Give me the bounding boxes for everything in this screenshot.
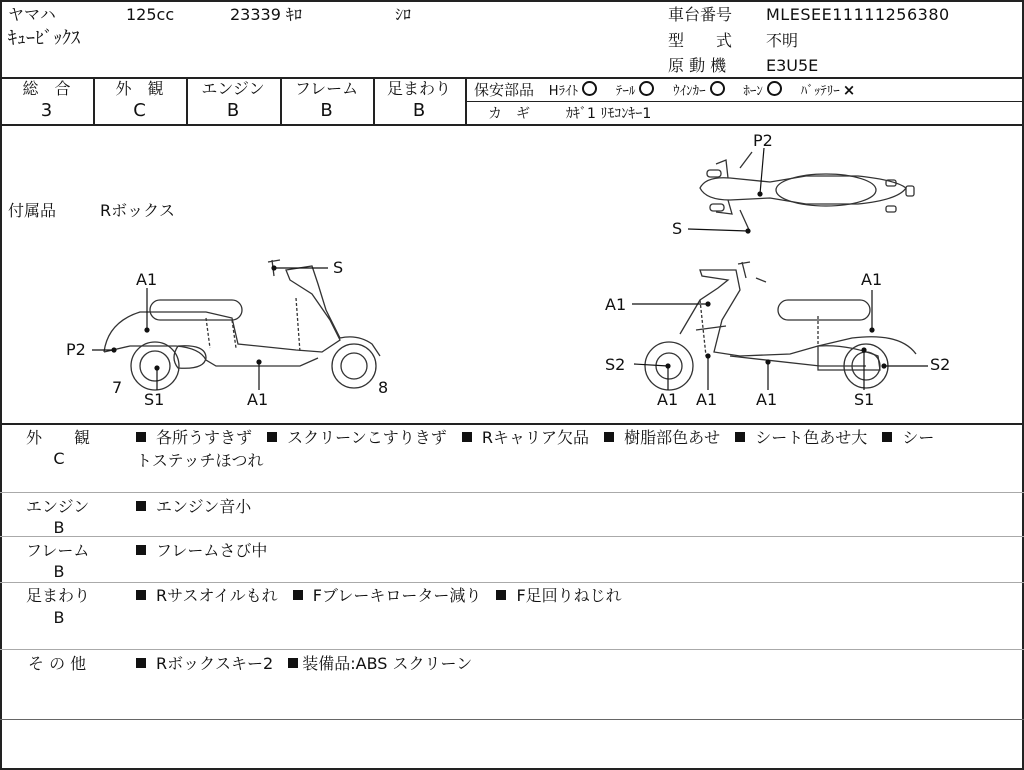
notes-exterior-items: [136, 427, 934, 449]
bullet-icon: [462, 432, 472, 442]
bullet-icon: [293, 590, 303, 600]
left-label-s1: S1: [144, 390, 165, 409]
bullet-icon: [496, 590, 506, 600]
winker-label: ｳｲﾝｶｰ: [673, 84, 706, 99]
vin-value: MLESEE11111256380: [766, 5, 950, 24]
engine-grade: B: [226, 100, 240, 121]
suspension-label: 足まわり: [386, 79, 451, 98]
top-label-s: S: [672, 219, 683, 238]
scooter-top-view: [700, 152, 914, 232]
model-name: ｷｭｰﾋﾞｯｸｽ: [8, 28, 80, 49]
notes-engine-grade: B: [53, 518, 65, 537]
engine-code-label: 原 動 機: [668, 56, 727, 75]
other-item: 装備品:ABS スクリーン: [302, 654, 473, 673]
type-label: 型 式: [668, 31, 733, 50]
exterior-item: 各所うすきず: [156, 428, 253, 447]
tail-label: ﾃｰﾙ: [615, 84, 636, 99]
bullet-icon: [136, 501, 146, 511]
notes-exterior-label: 外 観: [26, 428, 91, 447]
right-label-a1-top-right: A1: [861, 270, 883, 289]
bullet-icon: [735, 432, 745, 442]
right-label-s2-left: S2: [605, 355, 626, 374]
key-label: カ ギ: [488, 106, 530, 122]
headlight-ok-icon: [582, 81, 597, 96]
exterior-item: Rキャリア欠品: [481, 428, 590, 447]
right-label-a1-top-left: A1: [605, 295, 627, 314]
divider-notes-5: [0, 719, 1024, 720]
winker-ok-icon: [710, 81, 725, 96]
bullet-icon: [882, 432, 892, 442]
notes-suspension-items: [136, 585, 622, 607]
bullet-icon: [267, 432, 277, 442]
tail-ok-icon: [639, 81, 654, 96]
right-label-a1-bottom-2: A1: [696, 390, 718, 409]
divider-notes-3: [0, 582, 1024, 583]
exterior-item: シート色あせ大: [755, 428, 868, 447]
left-label-8: 8: [378, 378, 389, 397]
bullet-icon: [604, 432, 614, 442]
notes-suspension-label: 足まわり: [26, 586, 91, 605]
type-value: 不明: [766, 31, 799, 50]
divider-notes-1: [0, 492, 1024, 493]
key-value: ｶｷﾞ1 ﾘﾓｺﾝｷｰ1: [566, 106, 652, 122]
vin-label: 車台番号: [668, 5, 733, 24]
right-label-a1-bottom-1: A1: [657, 390, 679, 409]
left-label-p2: P2: [66, 340, 86, 359]
suspension-item: Rサスオイルもれ: [156, 586, 278, 605]
safety-label: 保安部品: [474, 81, 535, 99]
top-label-p2: P2: [753, 131, 773, 150]
headlight-label: Hﾗｲﾄ: [548, 84, 579, 99]
accessories-value: Rボックス: [100, 201, 175, 220]
notes-frame-grade: B: [53, 562, 65, 581]
notes-exterior-grade: C: [53, 449, 65, 468]
bullet-icon: [136, 545, 146, 555]
displacement: 125cc: [126, 5, 175, 24]
bullet-icon: [288, 658, 298, 668]
body-color: ｼﾛ: [395, 5, 412, 24]
other-item: Rボックスキー2: [156, 654, 274, 673]
divider-notes-4: [0, 649, 1024, 650]
exterior-label: 外 観: [115, 79, 164, 98]
frame-item: フレームさび中: [156, 541, 268, 560]
suspension-item: F足回りねじれ: [516, 586, 622, 605]
overall-label: 総 合: [22, 79, 71, 98]
bullet-icon: [136, 432, 146, 442]
notes-other-label: そ の 他: [28, 654, 87, 673]
exterior-grade: C: [133, 100, 146, 121]
notes-frame-items: [136, 540, 267, 562]
notes-frame-label: フレーム: [26, 541, 90, 560]
right-label-s1: S1: [854, 390, 875, 409]
horn-ok-icon: [767, 81, 782, 96]
right-label-a1-bottom-3: A1: [756, 390, 778, 409]
engine-item: エンジン音小: [156, 497, 252, 516]
engine-grade-label: エンジン: [201, 79, 265, 98]
divider-grade-5: [465, 78, 467, 125]
bullet-icon: [136, 658, 146, 668]
left-label-a1-bottom: A1: [247, 390, 269, 409]
exterior-item: 樹脂部色あせ: [624, 428, 721, 447]
mileage: 23339 ｷﾛ: [230, 5, 302, 24]
notes-suspension-grade: B: [53, 608, 65, 627]
exterior-item: シー: [902, 428, 935, 447]
engine-code-value: E3U5E: [766, 56, 819, 75]
safety-parts-row: [474, 80, 855, 102]
bullet-icon: [136, 590, 146, 600]
horn-label: ﾎｰﾝ: [743, 84, 763, 99]
notes-other-items: [136, 653, 472, 675]
right-label-s2-right: S2: [930, 355, 951, 374]
frame-label: フレーム: [294, 79, 359, 98]
maker-name: ヤマハ: [8, 5, 56, 24]
divider-notes-2: [0, 536, 1024, 537]
notes-exterior-line2: トステッチほつれ: [136, 451, 264, 470]
notes-engine-items: [136, 496, 251, 518]
left-label-a1-top: A1: [136, 270, 158, 289]
frame-grade: B: [320, 100, 333, 121]
battery-label: ﾊﾞｯﾃﾘｰ: [800, 84, 840, 99]
left-label-s: S: [333, 258, 344, 277]
left-label-7: 7: [112, 378, 123, 397]
battery-ng-icon: ×: [842, 81, 856, 99]
suspension-item: Fブレーキローター減り: [312, 586, 482, 605]
notes-engine-label: エンジン: [26, 497, 90, 516]
accessories-label: 付属品: [8, 201, 57, 220]
divider-diagram-bottom: [0, 423, 1024, 425]
overall-grade: 3: [40, 100, 53, 121]
exterior-item: スクリーンこすりきず: [287, 428, 447, 447]
suspension-grade: B: [412, 100, 426, 121]
